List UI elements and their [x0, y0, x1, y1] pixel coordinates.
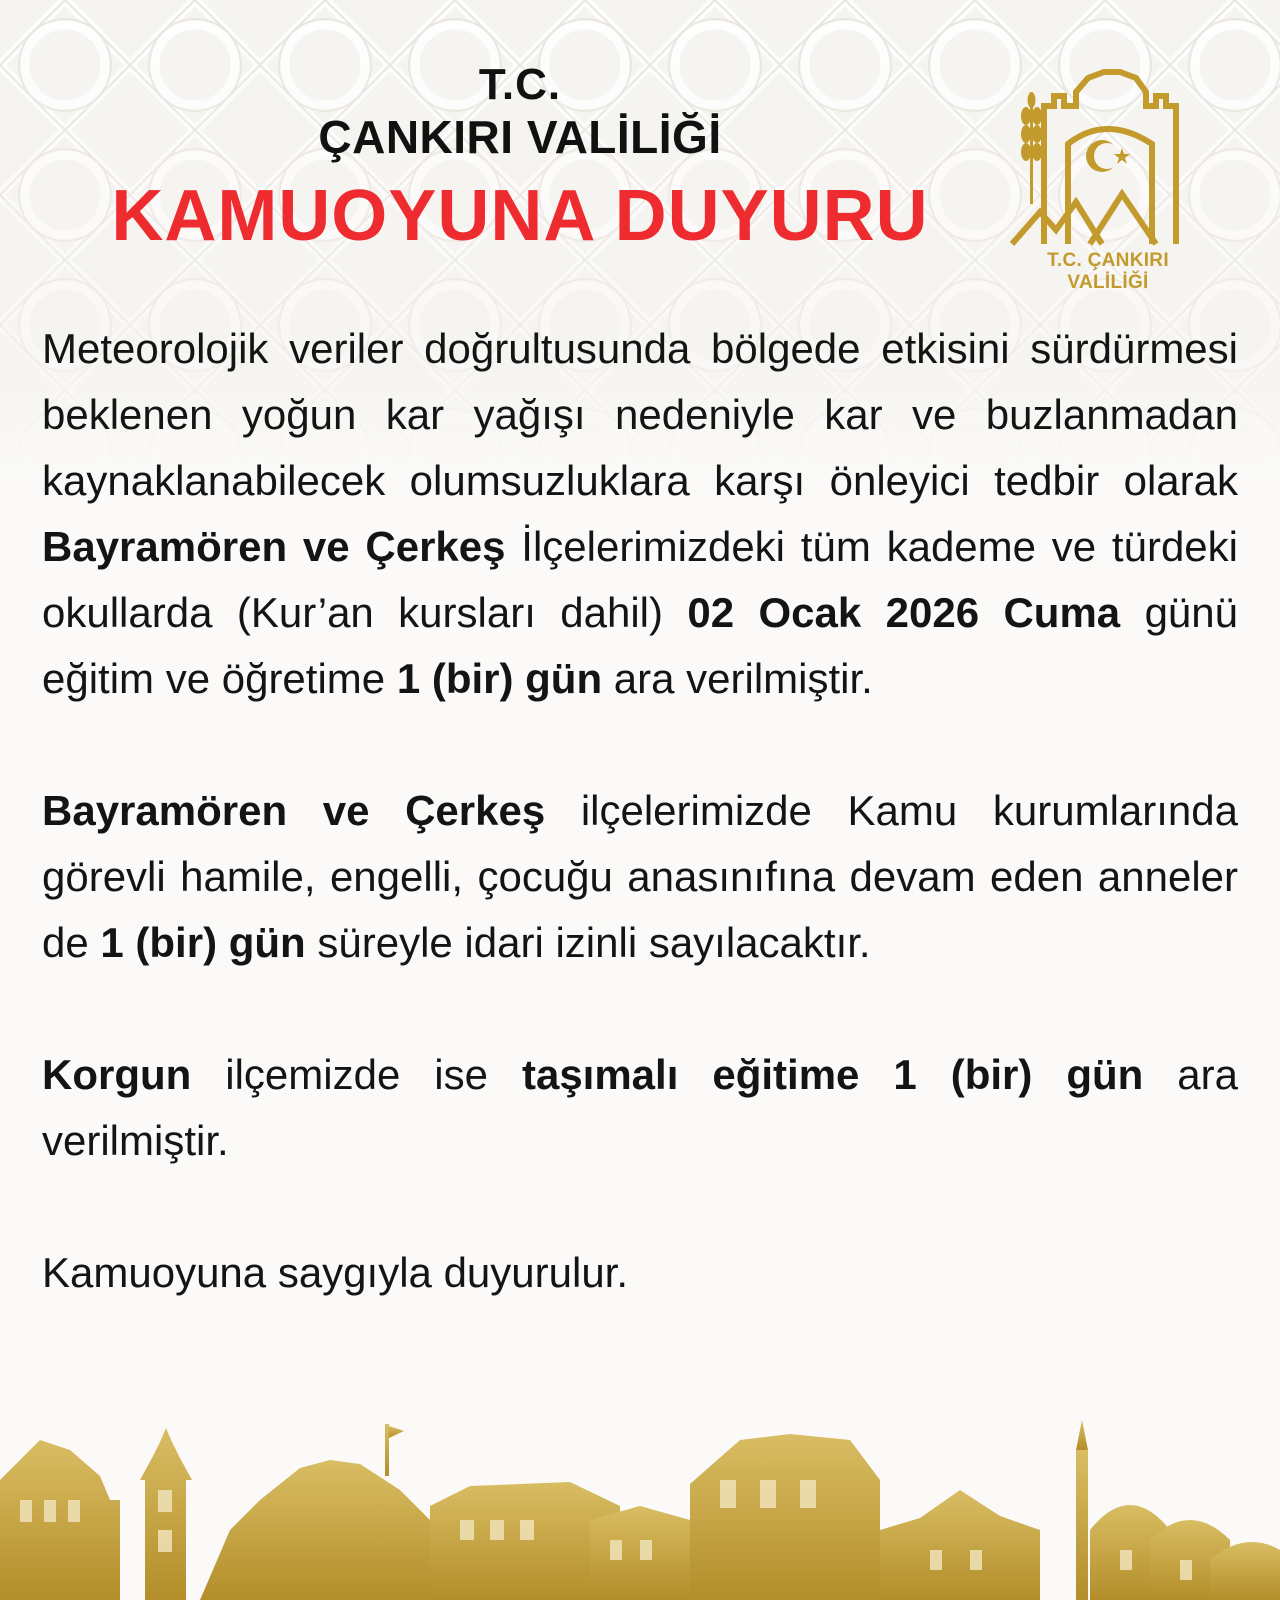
paragraph-gap — [42, 976, 1238, 1042]
p3-bold-2: taşımalı eğitime 1 (bir) gün — [521, 1051, 1144, 1098]
paragraph-gap — [42, 1174, 1238, 1240]
header-valilik: ÇANKIRI VALİLİĞİ — [318, 111, 722, 163]
paragraph-3 — [42, 1042, 1238, 1174]
paragraph-2 — [42, 778, 1238, 976]
p4-text-1: Kamuoyuna saygıyla duyurulur. — [42, 1249, 629, 1296]
paragraph-1 — [42, 316, 1238, 712]
p1-bold-3: 1 (bir) gün — [396, 655, 603, 702]
p2-text-1: ilçelerimizde Kamu kurumlarında görevli hamile, engelli, çocuğu anasınıfına devam eden anneler de — [42, 787, 1238, 966]
p3-text-2: ara verilmiştir. — [42, 1051, 1238, 1164]
page-title: KAMUOYUNA DUYURU — [111, 176, 929, 256]
p1-text-3: günü eğitim ve öğretime — [42, 589, 1239, 702]
p1-bold-1: Bayramören ve Çerkeş — [42, 523, 506, 570]
p3-bold-1: Korgun — [42, 1051, 192, 1098]
p3-text-1: ilçemizde ise — [191, 1051, 522, 1098]
header — [0, 60, 1040, 258]
p1-text-2: İlçelerimizdeki tüm kademe ve türdeki okullarda (Kur’an kursları dahil) — [42, 523, 1238, 636]
logo-caption: T.C. ÇANKIRI VALİLİĞİ — [1047, 250, 1169, 293]
p2-bold-2: 1 (bir) gün — [100, 919, 306, 966]
header-tc: T.C. — [478, 60, 562, 109]
city-skyline-illustration — [0, 1420, 1280, 1600]
paragraph-4 — [42, 1240, 1238, 1306]
p1-text-1: Meteorolojik veriler doğrultusunda bölgede etkisini sürdürmesi beklenen yoğun kar yağışı nedeniyle kar ve buzlanmadan kaynaklanabilecek olumsuzluklara karşı önleyici tedbir olarak — [42, 325, 1238, 504]
paragraph-gap — [42, 712, 1238, 778]
p2-bold-1: Bayramören ve Çerkeş — [42, 787, 546, 834]
p2-text-2: süreyle idari izinli sayılacaktır. — [305, 919, 871, 966]
announcement-body — [42, 316, 1238, 1306]
valilik-logo-icon — [1006, 44, 1216, 284]
p1-text-4: ara verilmiştir. — [602, 655, 873, 702]
p1-bold-2: 02 Ocak 2026 Cuma — [687, 589, 1121, 636]
